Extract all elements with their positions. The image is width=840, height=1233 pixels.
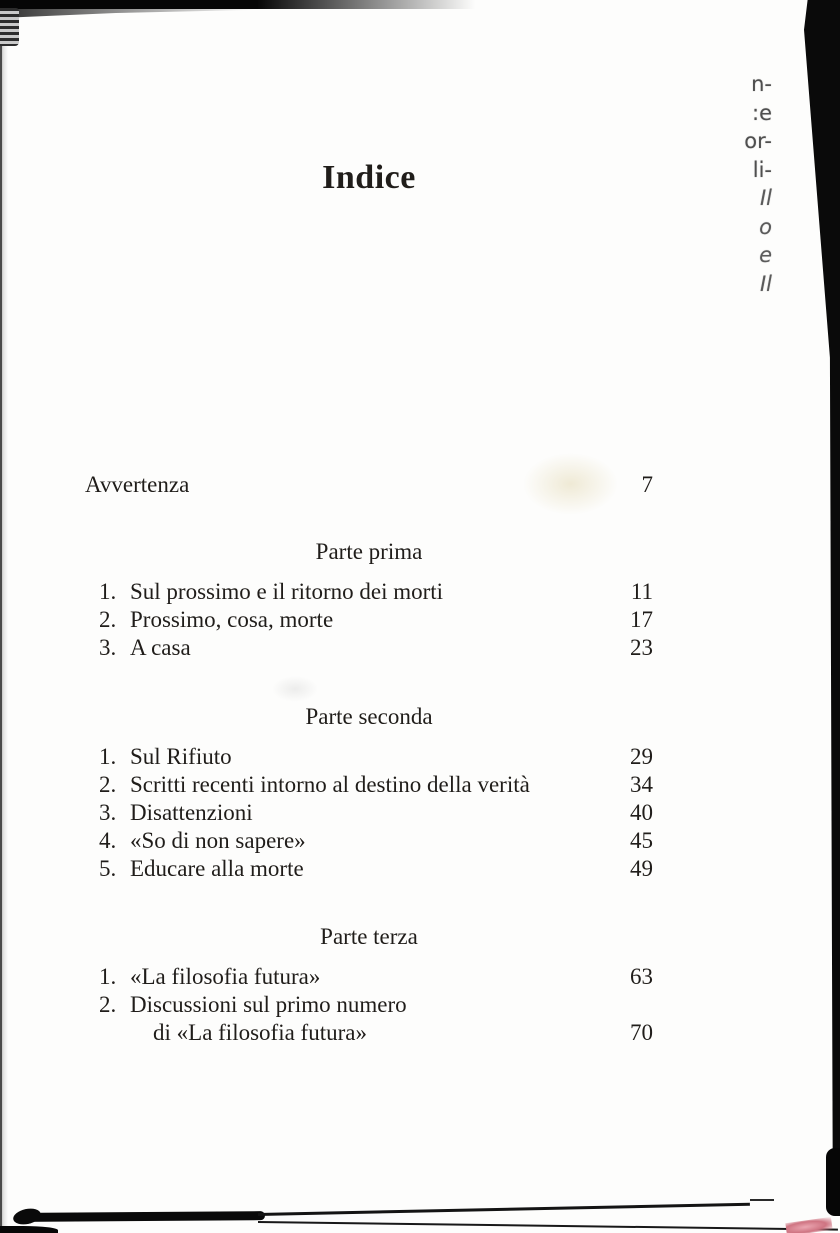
facing-page-bleed-through — [732, 70, 772, 298]
bleed-fragment: :e — [752, 100, 772, 125]
bleed-fragment: Il — [759, 271, 772, 296]
section-heading: Parte prima — [315, 539, 423, 564]
paper-smudge — [272, 676, 318, 702]
entry-number: 5. — [99, 856, 117, 881]
entry-number: 3. — [99, 635, 117, 660]
entry-number: 3. — [99, 800, 117, 825]
toc-entry — [85, 634, 653, 662]
toc-entry — [85, 771, 653, 799]
scan-bottom-black-bar — [20, 1211, 265, 1222]
scan-bottom-dash — [750, 1199, 774, 1201]
entry-title: «La filosofia futura» — [130, 964, 321, 989]
entry-page-number: 70 — [630, 1020, 653, 1045]
entry-page-number: 63 — [630, 964, 653, 989]
scan-bottom-bar-knob — [12, 1206, 43, 1226]
entry-title-line2: di «La filosofia futura» — [153, 1020, 367, 1045]
bleed-fragment: o — [759, 214, 772, 239]
entry-page-number: 11 — [630, 579, 653, 604]
scan-left-edge-line — [0, 0, 2, 1233]
bleed-fragment: or- — [744, 129, 772, 153]
entry-page-number: 45 — [630, 828, 653, 853]
toc-entry — [85, 743, 653, 771]
bleed-fragment: e — [759, 243, 772, 267]
entry-title-line1: Discussioni sul primo numero — [130, 992, 407, 1017]
entry-page-number: 23 — [630, 635, 653, 660]
toc-section-parte-seconda — [85, 703, 653, 883]
entry-page-number: 49 — [630, 856, 653, 881]
entry-page-number: 17 — [630, 607, 653, 632]
section-heading: Parte terza — [320, 924, 418, 949]
binding-stripes-artifact — [0, 8, 19, 46]
entry-number: 4. — [99, 828, 117, 853]
scan-right-bottom-blob — [826, 1148, 840, 1216]
entry-number: 1. — [99, 964, 117, 989]
toc-entry — [85, 606, 653, 634]
toc-entry-label: Avvertenza — [85, 472, 190, 497]
page-title: Indice — [322, 158, 416, 196]
scan-bottom-left-corner — [0, 1226, 58, 1233]
entry-page-number: 34 — [630, 772, 653, 797]
bleed-fragment: Il — [759, 186, 772, 210]
bleed-fragment: li- — [752, 157, 772, 182]
entry-title: Scritti recenti intorno al destino della verità — [130, 772, 530, 797]
entry-title: Sul Rifiuto — [130, 744, 232, 769]
entry-title: A casa — [130, 635, 191, 660]
toc-entry-avvertenza — [85, 471, 653, 499]
entry-number: 2. — [99, 992, 117, 1017]
scan-top-bar-tail — [0, 9, 290, 18]
entry-number: 1. — [99, 744, 117, 769]
entry-title: Sul prossimo e il ritorno dei morti — [130, 579, 444, 604]
entry-title: Prossimo, cosa, morte — [130, 607, 334, 632]
scan-bottom-line-lower — [258, 1221, 838, 1231]
bleed-fragment: n- — [751, 72, 772, 96]
toc-entry — [85, 799, 653, 827]
entry-number: 2. — [99, 772, 117, 797]
entry-number-spacer — [85, 1019, 130, 1047]
section-heading: Parte seconda — [305, 704, 433, 729]
toc-entry — [85, 578, 653, 606]
toc-entry — [85, 963, 653, 991]
entry-title: Educare alla morte — [130, 856, 304, 881]
toc-section-parte-terza — [85, 923, 653, 1047]
toc-entry — [85, 855, 653, 883]
entry-title: Disattenzioni — [130, 800, 253, 825]
entry-page-number: 29 — [630, 744, 653, 769]
entry-title: «So di non sapere» — [130, 828, 306, 853]
entry-number: 1. — [99, 579, 117, 604]
toc-entry — [85, 827, 653, 855]
toc-entry-continuation — [85, 1019, 653, 1047]
entry-page-number: 40 — [630, 800, 653, 825]
scan-bottom-line-upper — [258, 1203, 750, 1216]
toc-section-parte-prima — [85, 538, 653, 662]
entry-number: 2. — [99, 607, 117, 632]
toc-entry — [85, 991, 653, 1019]
page-edge-shadow-wedge — [804, 0, 840, 1192]
pink-fingerprint-mark — [785, 1217, 832, 1233]
scan-top-black-bar — [0, 0, 485, 9]
toc-entry-page-number: 7 — [641, 472, 653, 497]
